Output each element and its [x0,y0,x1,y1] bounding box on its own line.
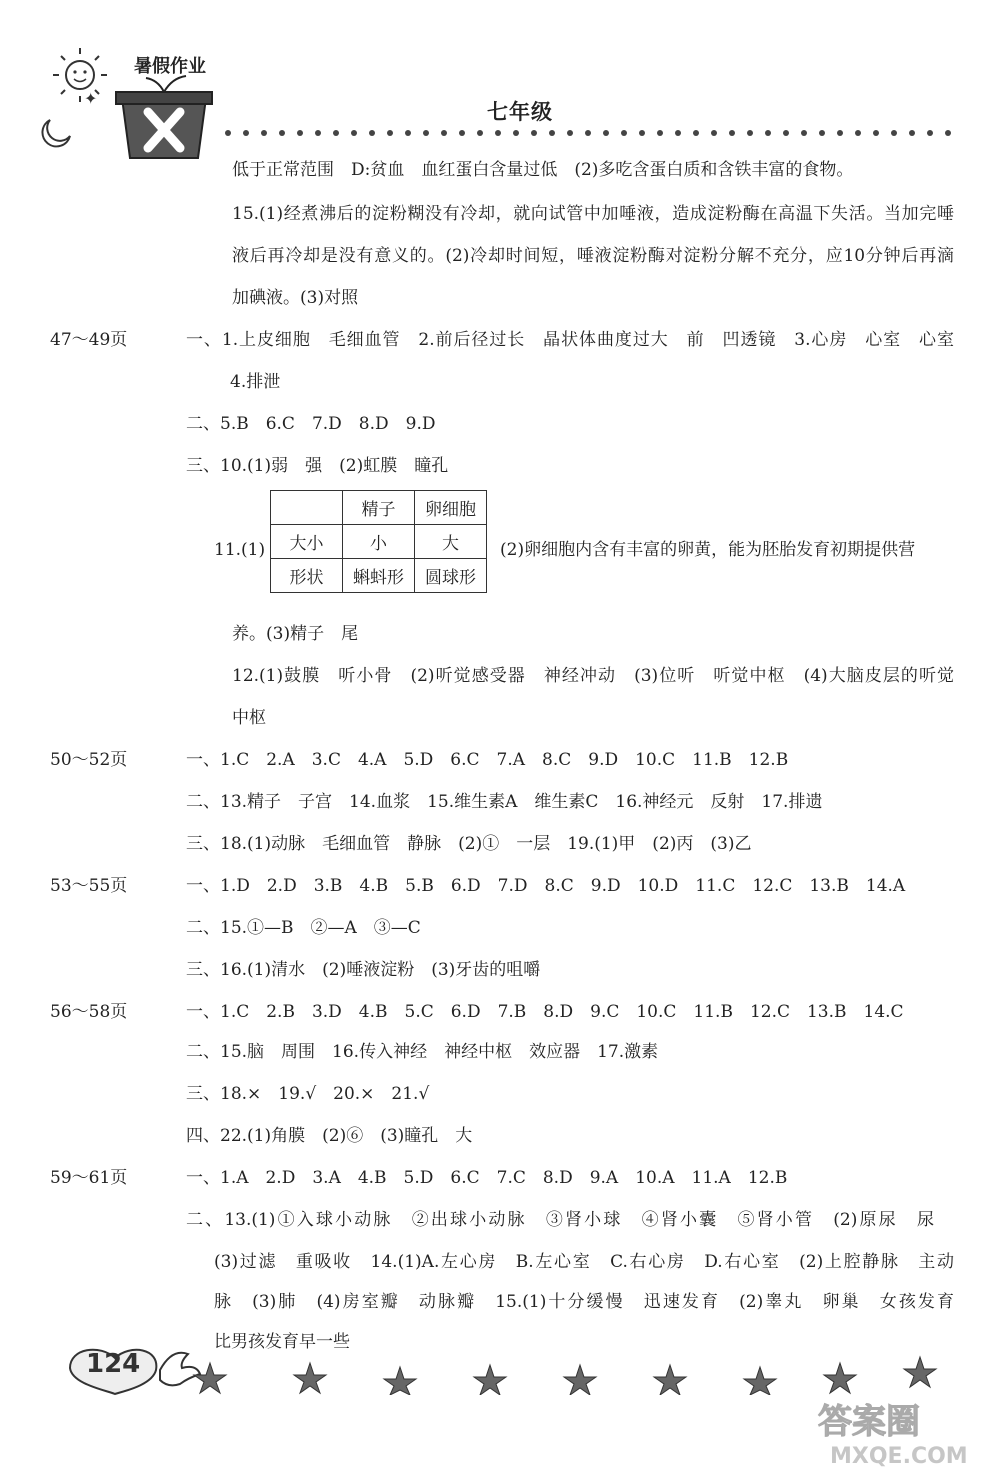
answer-line: 二、13.精子 子宫 14.血浆 15.维生素A 维生素C 16.神经元 反射 17.排遗 [186,792,823,812]
dotted-divider [222,126,962,140]
answer-line: 一、1.A 2.D 3.A 4.B 5.D 6.C 7.C 8.D 9.A 10.A 11.A 12.B [186,1168,788,1188]
answer-line: 低于正常范围 D:贫血 血红蛋白含量过低 (2)多吃含蛋白质和含铁丰富的食物。 [232,160,854,180]
table-cell: 蝌蚪形 [343,559,415,593]
table-cell: 大小 [271,525,343,559]
sun-icon [53,48,107,102]
answer-line: 二、15.脑 周围 16.传入神经 神经中枢 效应器 17.激素 [186,1042,659,1062]
table-cell: 大 [415,525,487,559]
answer-line: 一、1.上皮细胞 毛细血管 2.前后径过长 晶状体曲度过大 前 凹透镜 3.心房 心室 心室 [186,330,954,350]
page-range-label: 47～49页 [50,330,128,350]
watermark-logo [810,1395,1000,1471]
answer-line: 中枢 [232,708,266,728]
summer-homework-logo [30,40,230,160]
answer-line: 二、13.(1)①入球小动脉 ②出球小动脉 ③肾小球 ④肾小囊 ⑤肾小管 (2)原尿 尿 [186,1210,934,1230]
answer-line: 液后再冷却是没有意义的。(2)冷却时间短，唾液淀粉酶对淀粉分解不充分，应10分钟后再滴 [232,246,954,266]
sperm-egg-table [270,490,487,593]
answer-line: 一、1.D 2.D 3.B 4.B 5.B 6.D 7.D 8.C 9.D 10.D 11.C 12.C 13.B 14.A [186,876,906,896]
page-range-label: 56～58页 [50,1002,128,1022]
moon-icon [42,120,70,146]
table-cell: 小 [343,525,415,559]
grade-title: 七年级 [487,99,553,124]
table-cell: 卵细胞 [415,491,487,525]
answer-line: 三、18.× 19.√ 20.× 21.√ [186,1084,430,1104]
answer-line: 一、1.C 2.A 3.C 4.A 5.D 6.C 7.A 8.C 9.D 10.C 11.B 12.B [186,750,789,770]
page-range-label: 59～61页 [50,1168,128,1188]
answer-line: 12.(1)鼓膜 听小骨 (2)听觉感受器 神经冲动 (3)位听 听觉中枢 (4)大脑皮层的听觉 [232,666,954,686]
answer-line: 加碘液。(3)对照 [232,288,359,308]
answer-line: (3)过滤 重吸收 14.(1)A.左心房 B.左心室 C.右心房 D.右心室 (2)上腔静脉 主动 [214,1252,954,1272]
answer-line: 养。(3)精子 尾 [232,624,359,644]
logo-text: 暑假作业 [134,56,206,77]
answer-line: 三、10.(1)弱 强 (2)虹膜 瞳孔 [186,456,449,476]
page-range-label: 53～55页 [50,876,128,896]
answer-line: 三、18.(1)动脉 毛细血管 静脉 (2)① 一层 19.(1)甲 (2)丙 (3)乙 [186,834,752,854]
answer-line: 15.(1)经煮沸后的淀粉糊没有冷却，就向试管中加唾液，造成淀粉酶在高温下失活。当加完唾 [232,204,954,224]
answer-line: 脉 (3)肺 (4)房室瓣 动脉瓣 15.(1)十分缓慢 迅速发育 (2)睾丸 卵巢 女孩发育 [214,1292,954,1312]
svg-text:✦: ✦ [84,89,98,108]
page-range-label: 50～52页 [50,750,128,770]
answer-line: 二、5.B 6.C 7.D 8.D 9.D [186,414,436,434]
answer-line: 二、15.①—B ②—A ③—C [186,918,421,938]
plant-pot-icon [116,76,212,158]
answer-line: 4.排泄 [230,372,281,392]
answer-line: 四、22.(1)角膜 (2)⑥ (3)瞳孔 大 [186,1126,473,1146]
svg-text:答案圈: 答案圈 [818,1402,920,1442]
answer-line: 三、16.(1)清水 (2)唾液淀粉 (3)牙齿的咀嚼 [186,960,541,980]
table-cell [271,491,343,525]
answer-line: 比男孩发育早一些 [214,1332,350,1352]
table-cell: 形状 [271,559,343,593]
page-number: 124 [86,1349,141,1379]
answer-line: (2)卵细胞内含有丰富的卵黄，能为胚胎发育初期提供营 [500,540,916,560]
answer-line: 一、1.C 2.B 3.D 4.B 5.C 6.D 7.B 8.D 9.C 10.C 11.B 12.C 13.B 14.C [186,1002,904,1022]
question-prefix: 11.(1) [214,540,266,560]
svg-text:MXQE.COM: MXQE.COM [830,1444,968,1469]
star-row-decoration [180,1355,940,1395]
table-cell: 精子 [343,491,415,525]
table-cell: 圆球形 [415,559,487,593]
